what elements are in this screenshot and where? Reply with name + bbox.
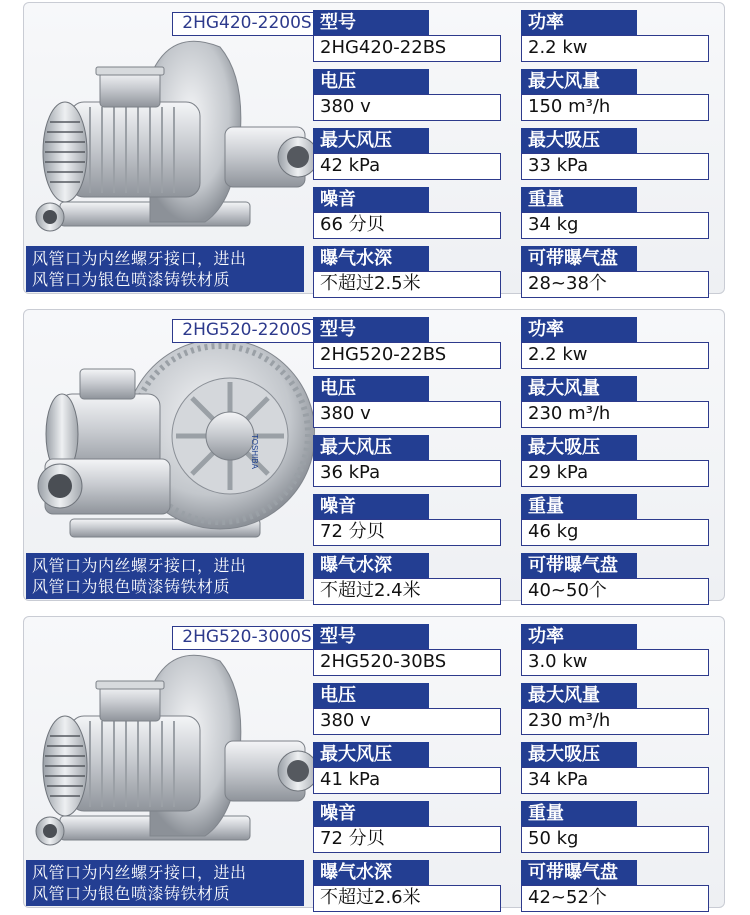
spec-label: 重量 xyxy=(521,494,637,520)
side-channel-blower-image xyxy=(30,324,315,554)
model-tag: 2HG520-3000S xyxy=(172,626,322,650)
spec-value: 230 m³/h xyxy=(521,708,709,735)
product-card xyxy=(23,616,725,908)
spec-label: 电压 xyxy=(313,69,429,95)
spec-label: 噪音 xyxy=(313,801,429,827)
spec-label: 可带曝气盘 xyxy=(521,553,637,579)
spec-label: 重量 xyxy=(521,801,637,827)
spec-label: 最大风压 xyxy=(313,128,429,154)
spec-value: 2HG520-22BS xyxy=(313,342,501,369)
spec-label: 最大风量 xyxy=(521,69,637,95)
spec-label: 功率 xyxy=(521,624,637,650)
spec-label: 可带曝气盘 xyxy=(521,246,637,272)
description-line: 风管口为内丝螺牙接口，进出 xyxy=(32,863,247,882)
spec-value: 42~52个 xyxy=(521,885,709,912)
spec-label: 型号 xyxy=(313,317,429,343)
spec-value: 不超过2.6米 xyxy=(313,885,501,912)
spec-label: 功率 xyxy=(521,317,637,343)
spec-value: 28~38个 xyxy=(521,271,709,298)
description-line: 风管口为内丝螺牙接口，进出 xyxy=(32,556,247,575)
spec-label: 最大风量 xyxy=(521,683,637,709)
spec-value: 46 kg xyxy=(521,519,709,546)
description xyxy=(26,553,304,599)
spec-value: 2.2 kw xyxy=(521,35,709,62)
spec-label: 噪音 xyxy=(313,494,429,520)
spec-value: 50 kg xyxy=(521,826,709,853)
spec-label: 曝气水深 xyxy=(313,246,429,272)
spec-label: 型号 xyxy=(313,624,429,650)
side-channel-blower-image xyxy=(30,17,315,247)
description-line: 风管口为内丝螺牙接口，进出 xyxy=(32,249,247,268)
spec-value: 230 m³/h xyxy=(521,401,709,428)
spec-label: 功率 xyxy=(521,10,637,36)
spec-value: 2HG520-30BS xyxy=(313,649,501,676)
description xyxy=(26,246,304,292)
spec-value: 40~50个 xyxy=(521,578,709,605)
product-card xyxy=(23,2,725,294)
spec-value: 34 kPa xyxy=(521,767,709,794)
spec-value: 29 kPa xyxy=(521,460,709,487)
description-line: 风管口为银色喷漆铸铁材质 xyxy=(32,884,231,903)
spec-value: 66 分贝 xyxy=(313,212,501,239)
model-tag: 2HG520-2200S xyxy=(172,319,322,343)
spec-label: 重量 xyxy=(521,187,637,213)
spec-value: 72 分贝 xyxy=(313,519,501,546)
spec-label: 型号 xyxy=(313,10,429,36)
spec-label: 最大风量 xyxy=(521,376,637,402)
product-card xyxy=(23,309,725,601)
spec-label: 噪音 xyxy=(313,187,429,213)
spec-value: 不超过2.5米 xyxy=(313,271,501,298)
spec-value: 380 v xyxy=(313,401,501,428)
spec-value: 41 kPa xyxy=(313,767,501,794)
spec-label: 最大风压 xyxy=(313,742,429,768)
spec-label: 最大风压 xyxy=(313,435,429,461)
description-line: 风管口为银色喷漆铸铁材质 xyxy=(32,577,231,596)
spec-value: 33 kPa xyxy=(521,153,709,180)
spec-value: 380 v xyxy=(313,94,501,121)
description xyxy=(26,860,304,906)
spec-value: 150 m³/h xyxy=(521,94,709,121)
spec-label: 曝气水深 xyxy=(313,860,429,886)
spec-value: 36 kPa xyxy=(313,460,501,487)
spec-value: 42 kPa xyxy=(313,153,501,180)
model-tag: 2HG420-2200S xyxy=(172,12,322,36)
spec-value: 不超过2.4米 xyxy=(313,578,501,605)
spec-label: 曝气水深 xyxy=(313,553,429,579)
spec-value: 2HG420-22BS xyxy=(313,35,501,62)
spec-value: 34 kg xyxy=(521,212,709,239)
spec-label: 可带曝气盘 xyxy=(521,860,637,886)
description-line: 风管口为银色喷漆铸铁材质 xyxy=(32,270,231,289)
spec-value: 380 v xyxy=(313,708,501,735)
spec-label: 电压 xyxy=(313,376,429,402)
spec-value: 3.0 kw xyxy=(521,649,709,676)
spec-value: 2.2 kw xyxy=(521,342,709,369)
spec-label: 电压 xyxy=(313,683,429,709)
spec-label: 最大吸压 xyxy=(521,435,637,461)
side-channel-blower-image xyxy=(30,631,315,861)
spec-label: 最大吸压 xyxy=(521,742,637,768)
spec-label: 最大吸压 xyxy=(521,128,637,154)
spec-value: 72 分贝 xyxy=(313,826,501,853)
